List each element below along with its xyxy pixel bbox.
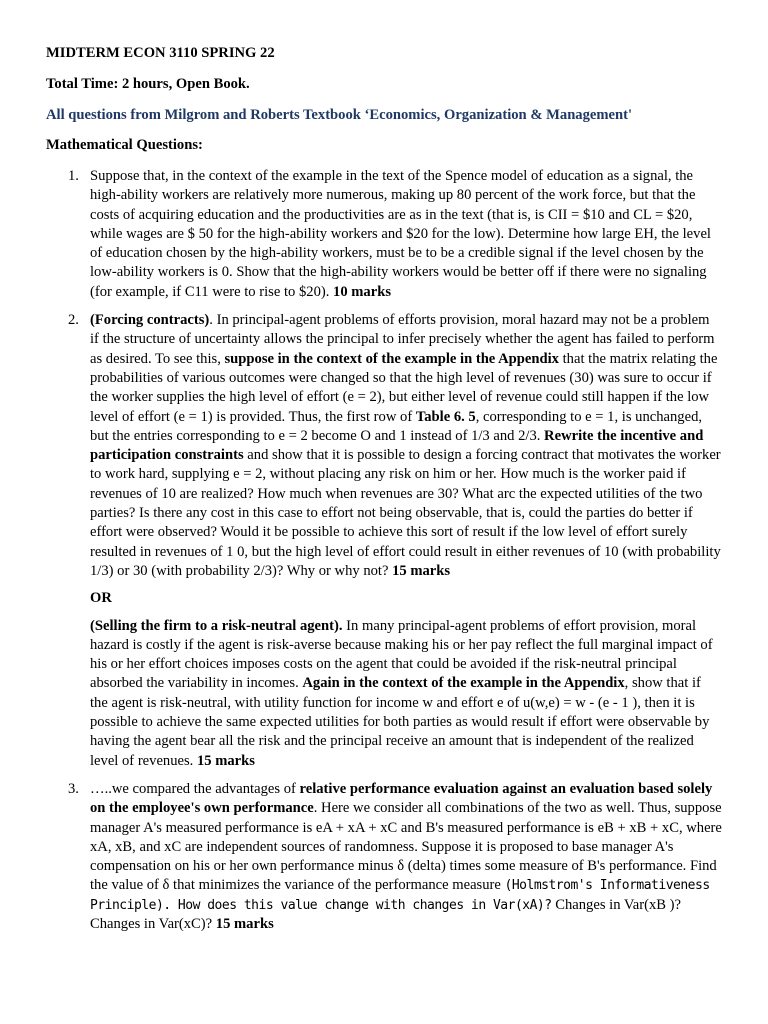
question-body: . Here we consider all combinations of the two as well. Thus, suppose manager A's measured performance is eA + xA + xC and B's measured performance is eB + xB + xC, where xA, xB, and xC are independent sources of randomness. Suppose it is proposed to base manager A's compensation on his or her own performance minus δ (delta) times some measure of B's performance. Find the value of δ that minimizes the variance of the performance measure (90, 800, 722, 894)
question-body: , corresponding to e = 1, is unchanged, but the entries corresponding to e = 2 become O and 1 instead of 1/3 and 2/3. (90, 408, 703, 444)
question-body-typewriter: (Holmstrom's Informativeness Principle). How does this value change with changes in Var(xA)? (90, 878, 710, 913)
question-title: (Selling the firm to a risk-neutral agent). (90, 617, 343, 634)
question-emphasis: suppose in the context of the example in the Appendix (224, 350, 559, 367)
question-text (90, 167, 722, 302)
question-title: (Forcing contracts) (90, 312, 210, 329)
question-emphasis: Rewrite the incentive and participation constraints (90, 427, 704, 464)
question-marks: 10 marks (333, 283, 392, 300)
or-separator: OR (90, 590, 112, 607)
question-marks: 15 marks (196, 752, 255, 769)
question-body: …..we compared the advantages of (90, 780, 300, 797)
question-3 (46, 780, 722, 934)
question-2 (46, 311, 722, 771)
question-emphasis: Table 6. 5 (415, 408, 476, 425)
question-number: 2. (68, 312, 79, 329)
question-list (46, 167, 722, 934)
question-marks: 15 marks (392, 562, 451, 579)
question-marks: 15 marks (215, 915, 274, 932)
question-body: that the matrix relating the probabilities of various outcomes were changed so that the high level of revenues (30) was sure to occur if the worker supplies the high level of effort (e = 2), but either level of revenue could still happen if the low level of effort (e = 1) is provided. Thus, the first row of (90, 350, 718, 425)
question-number: 1. (68, 168, 79, 184)
exam-title: MIDTERM ECON 3110 SPRING 22 (46, 45, 275, 61)
question-body: Suppose that, in the context of the example in the text of the Spence model of education as a signal, the high-ability workers are relatively more numerous, making up 80 percent of the work force, but that the costs of acquiring education and the productivities are as in the text (that is, is CII = $10 and CL = $20, while wages are $ 50 for the high-ability workers and $20 for the low). Determine how large EH, the level of education chosen by the high-ability workers, must be to be a credible signal if the level chosen by the low-ability workers is 0. Show that the high-ability workers would be better off if there were no signaling (for example, if C11 were to rise to $20). (90, 168, 711, 300)
question-body: , show that if the agent is risk-neutral, with utility function for income w and effort e of u(w,e) = w - (e - 1 ), then it is possible to achieve the same expected utilities for both parties as would result if effort were observable by having the agent bear all the risk and the principal receive an amount that is independent of the realized level of revenues. (90, 675, 710, 769)
section-heading: Mathematical Questions: (46, 137, 203, 153)
question-1 (46, 167, 722, 302)
question-emphasis: Again in the context of the example in the Appendix (302, 675, 625, 692)
exam-time: Total Time: 2 hours, Open Book. (46, 76, 250, 92)
exam-source: All questions from Milgrom and Roberts Textbook ‘Economics, Organization & Management' (46, 107, 633, 123)
alternative-question-text (90, 617, 722, 771)
question-body: and show that it is possible to design a forcing contract that motivates the worker to work hard, supplying e = 2, without placing any risk on him or her. How much is the worker paid if revenues of 10 are realized? How much when revenues are 30? What arc the expected utilities of the two parties? Is there any cost in this case to effort not being observable, that is, could the parties do better if effort were observed? Would it be possible to achieve this sort of result if the low level of effort surely resulted in revenues of 1 0, but the high level of effort could result in either revenues of 10 (with probability 1/3) or 30 (with probability 2/3)? Why or why not? (90, 447, 721, 579)
question-body: In many principal-agent problems of effort provision, moral hazard is costly if the agent is risk-averse because making his or her pay reflect the full marginal impact of his or her effort choices imposes costs on the agent that could be avoided if the risk-neutral principal absorbed the variability in incomes. (90, 617, 713, 692)
question-body: Changes in Var(xB )? Changes in Var(xC)? (90, 896, 682, 932)
question-text (90, 780, 722, 934)
question-number: 3. (68, 780, 79, 797)
question-emphasis: relative performance evaluation against an evaluation based solely on the employee's own performance (90, 780, 713, 817)
question-body: . In principal-agent problems of efforts provision, moral hazard may not be a problem if the structure of uncertainty allows the principal to infer precisely whether the agent has failed to perform as desired. To see this, (90, 312, 715, 367)
question-text (90, 311, 722, 581)
